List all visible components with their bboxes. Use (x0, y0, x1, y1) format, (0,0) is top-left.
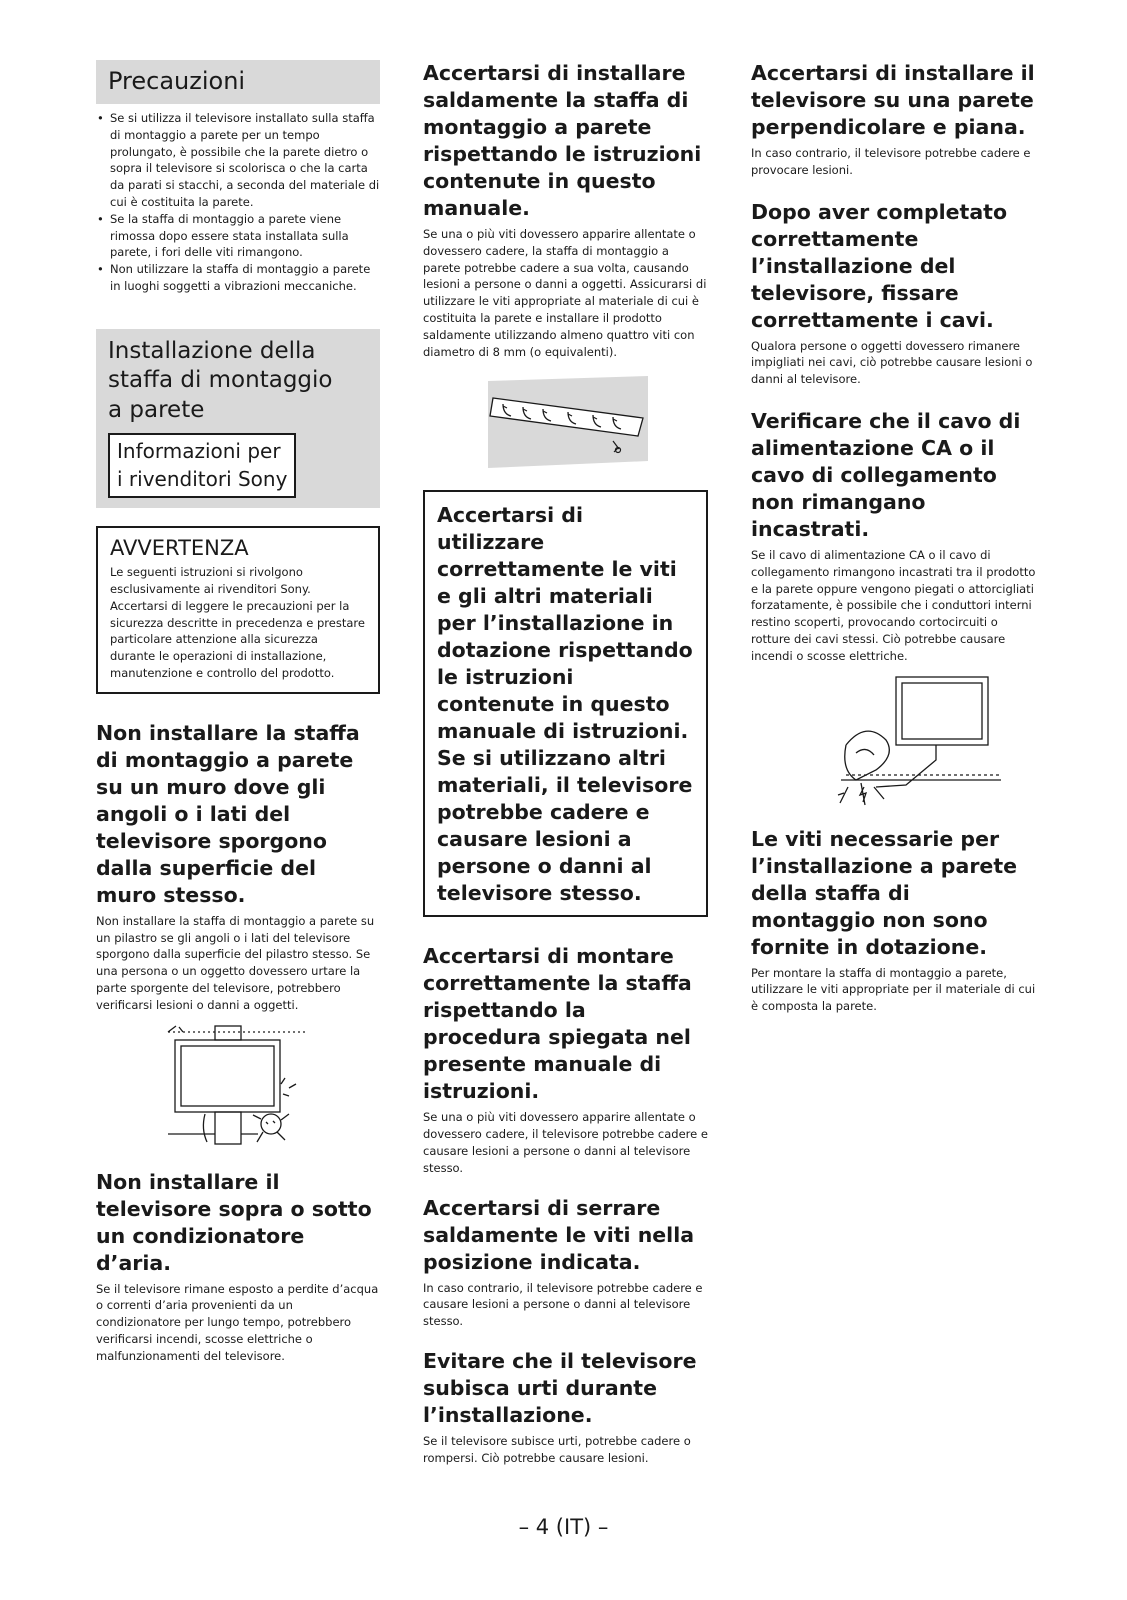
wall-bracket-illustration (478, 376, 653, 468)
avvertenza-title: AVVERTENZA (110, 536, 249, 561)
section-body: Se il televisore rimane esposto a perdite d’acqua o correnti d’aria provenienti da un condizionatore per lungo tempo, potrebbero verificarsi incendi, scosse elettriche o malfunzionamenti del televisore. (96, 1281, 379, 1363)
section-heading: Non installare il televisore sopra o sotto un condizionatore d’aria. (96, 1169, 372, 1275)
section-body: Per montare la staffa di montaggio a parete, utilizzare le viti appropriate per il materiale di cui è composta la parete. (751, 965, 1036, 1014)
list-item: • Se la staffa di montaggio a parete viene rimossa dopo essere stata installata sulla parete, i fori delle viti rimangono. (96, 211, 380, 261)
materiali-warning-box (423, 490, 708, 917)
tv-on-pillar-illustration (163, 1024, 313, 1149)
section-heading: Accertarsi di installare saldamente la staffa di montaggio a parete rispettando le istruzioni contenute in questo manuale. (423, 61, 702, 220)
installazione-title-line: staffa di montaggio (108, 367, 333, 394)
section-evitare-urti (423, 1348, 708, 1467)
section-body: Se il cavo di alimentazione CA o il cavo di collegamento rimangono incastrati tra il prodotto e la parete oppure vengono piegati o attorcigliati forzatamente, è possibile che i conduttori interni restino scoperti, provocando cortocircuiti o rotture dei cavi stessi. Ciò potrebbe causare incendi o scosse elettriche. (751, 547, 1036, 663)
section-body: Qualora persone o oggetti dovessero rimanere impigliati nei cavi, ciò potrebbe causare lesioni o danni al televisore. (751, 338, 1033, 387)
section-installare-saldamente (423, 60, 708, 360)
section-fissare-cavi (751, 199, 1036, 388)
section-serrare-viti (423, 1195, 708, 1330)
section-heading: Dopo aver completato correttamente l’installazione del televisore, fissare correttamente i cavi. (751, 199, 1008, 332)
section-pilastro (96, 720, 380, 1014)
installazione-title-line: Installazione della (108, 337, 316, 364)
rivenditori-sony-line: Informazioni per (117, 439, 281, 464)
section-heading: Accertarsi di serrare saldamente le viti nella posizione indicata. (423, 1195, 695, 1274)
section-heading: Verificare che il cavo di alimentazione CA o il cavo di collegamento non rimangano incastrati. (751, 408, 1021, 541)
avvertenza-box (96, 526, 380, 694)
section-condizionatore (96, 1169, 380, 1365)
section-body: Se il televisore subisce urti, potrebbe cadere o rompersi. Ciò potrebbe causare lesioni. (423, 1433, 691, 1465)
avvertenza-body: Le seguenti istruzioni si rivolgono esclusivamente ai rivenditori Sony. Accertarsi di leggere le precauzioni per la sicurezza descritte in precedenza e prestare particolare attenzione alla sicurezza durante le operazioni di installazione, manutenzione e controllo del prodotto. (110, 565, 365, 681)
materiali-warning-text: Accertarsi di utilizzare correttamente le viti e gli altri materiali per l’installazione in dotazione rispettando le istruzioni contenute in questo manuale di istruzioni. Se si utilizzano altri materiali, il televisore potrebbe cadere e causare lesioni a persone o danni al televisore stesso. (437, 503, 693, 906)
section-viti-non-fornite (751, 826, 1036, 1015)
column-left (96, 60, 380, 1365)
section-parete-piana (751, 60, 1036, 179)
installazione-section (96, 329, 380, 509)
section-heading: Accertarsi di montare correttamente la staffa rispettando la procedura spiegata nel presente manuale di istruzioni. (423, 944, 692, 1104)
list-item: • Se si utilizza il televisore installato sulla staffa di montaggio a parete per un tempo prolungato, è possibile che la parete dietro o sopra il televisore si scolorisca o che la carta da parati si stacchi, a seconda del materiale di cui è costituita la parete. (96, 110, 380, 211)
section-heading: Le viti necessarie per l’installazione a parete della staffa di montaggio non sono fornite in dotazione. (751, 826, 1018, 959)
cable-trapped-illustration (786, 675, 1001, 810)
section-body: Non installare la staffa di montaggio a parete su un pilastro se gli angoli o i lati del televisore sporgono dalla superficie del pilastro stesso. Se una persona o un oggetto dovessero urtare la parte sporgente del televisore, potrebbero verificarsi lesioni o danni a oggetti. (96, 913, 375, 1012)
rivenditori-sony-line: i rivenditori Sony (117, 467, 288, 492)
section-montare-correttamente (423, 943, 708, 1176)
precauzioni-title: Precauzioni (108, 67, 246, 95)
column-right (751, 60, 1036, 1015)
precauzioni-header (96, 60, 380, 104)
list-item: • Non utilizzare la staffa di montaggio a parete in luoghi soggetti a vibrazioni meccaniche. (96, 261, 380, 295)
page-number: – 4 (IT) – (518, 1515, 609, 1539)
section-body: Se una o più viti dovessero apparire allentate o dovessero cadere, la staffa di montaggio a parete potrebbe cadere a sua volta, causando lesioni a persone o danni a oggetti. Assicurarsi di utilizzare le viti appropriate al materiale di cui è costituita la parete e installare il prodotto saldamente utilizzando almeno quattro viti con diametro di 8 mm (o equivalenti). (423, 227, 707, 359)
precauzioni-list (96, 110, 380, 295)
section-body: In caso contrario, il televisore potrebbe cadere e causare lesioni a persone o danni al televisore stesso. (423, 1280, 703, 1329)
section-body: In caso contrario, il televisore potrebbe cadere e provocare lesioni. (751, 146, 1031, 177)
section-heading: Evitare che il televisore subisca urti durante l’installazione. (423, 1348, 697, 1427)
rivenditori-sony-box (108, 433, 296, 498)
section-body: Se una o più viti dovessero apparire allentate o dovessero cadere, il televisore potrebbe cadere e causare lesioni a persone o danni al televisore stesso. (423, 1110, 708, 1175)
section-heading: Non installare la staffa di montaggio a parete su un muro dove gli angoli o i lati del televisore sporgono dalla superficie del muro stesso. (96, 720, 360, 907)
section-heading: Accertarsi di installare il televisore su una parete perpendicolare e piana. (751, 61, 1035, 139)
installazione-title (108, 337, 368, 426)
section-cavo-incastrato (751, 408, 1036, 665)
column-middle (423, 60, 708, 1467)
installazione-title-line: a parete (108, 396, 205, 423)
